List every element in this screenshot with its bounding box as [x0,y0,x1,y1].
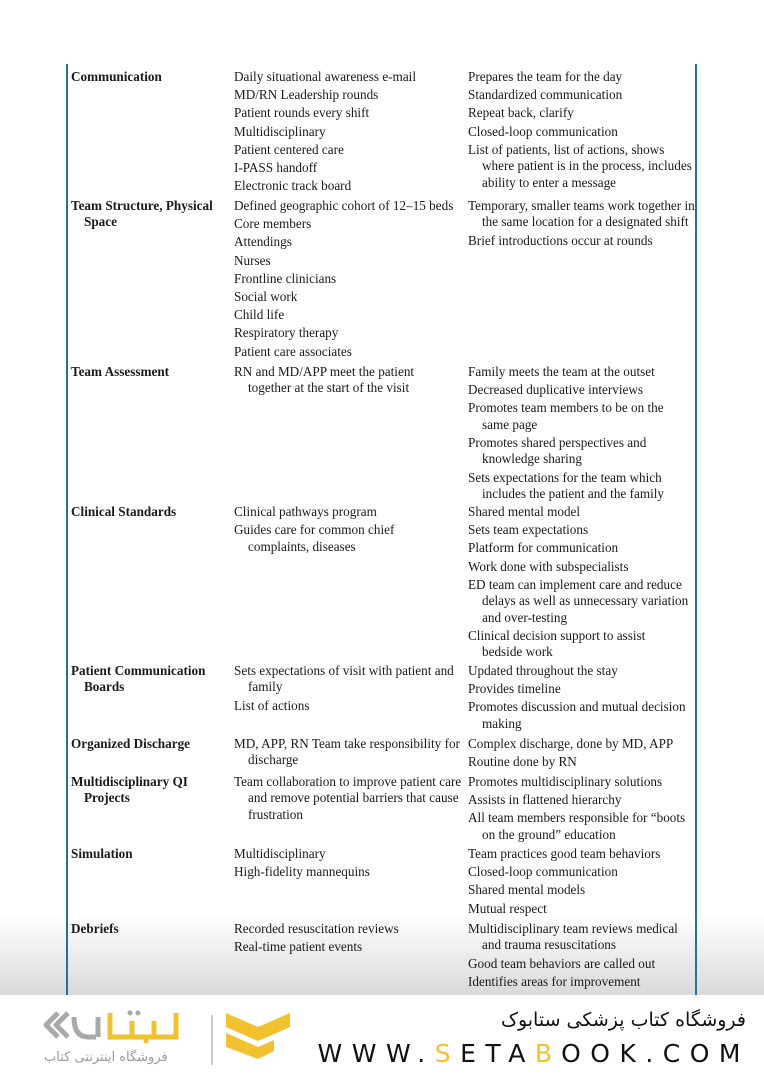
element-item: Multidisciplinary [234,123,326,139]
category-label: Team Structure, Physical Space [71,198,213,230]
outcome-item: All team members responsible for “boots on the ground” education [468,810,686,842]
category-label: Clinical Standards [71,504,177,519]
url-part: OOK.COM [561,1039,750,1068]
outcome-item: Shared mental models [468,882,586,898]
outcome-item: Temporary, smaller teams work together in the same location for a designated shift [468,198,695,230]
element-item: Real-time patient events [234,939,363,955]
outcome-item: Prepares the team for the day [468,69,623,84]
category-cell [71,774,231,807]
element-item: Nurses [234,252,271,268]
outcome-item: Closed-loop communication [468,864,618,880]
outcome-item: Family meets the team at the outset [468,364,655,379]
outcome-item: Good team behaviors are called out [468,955,656,971]
element-item: Guides care for common chief complaints, diseases [234,522,395,554]
outcome-item: Promotes discussion and mutual decision making [468,699,686,731]
category-cell [71,846,231,862]
outcomes-cell [468,736,696,772]
element-item: Child life [234,307,285,323]
element-item: Sets expectations of visit with patient and family [234,663,454,695]
category-cell [71,663,231,696]
outcomes-cell [468,504,696,662]
elements-cell [234,198,466,362]
outcome-item: Mutual respect [468,900,547,916]
store-url-link[interactable] [318,1039,750,1068]
outcome-item: Promotes shared perspectives and knowledge sharing [468,435,647,467]
outcome-item: Decreased duplicative interviews [468,382,644,398]
element-item: List of actions [234,697,310,713]
outcome-item: Updated throughout the stay [468,663,618,678]
setabook-logo [36,1007,296,1073]
outcome-item: Closed-loop communication [468,123,618,139]
outcome-item: List of patients, list of actions, shows where patient is in the process, includes ability to enter a message [468,141,692,190]
category-label: Debriefs [71,921,119,936]
category-cell [71,69,231,85]
outcome-item: Platform for communication [468,540,619,556]
element-item: Social work [234,289,298,305]
category-cell [71,198,231,231]
elements-cell [234,774,466,825]
outcomes-cell [468,921,696,992]
outcomes-cell [468,846,696,919]
elements-cell [234,504,466,557]
category-label: Multidisciplinary QI Projects [71,774,188,806]
category-label: Communication [71,69,162,84]
outcome-item: Complex discharge, done by MD, APP [468,736,674,751]
outcomes-cell [468,198,696,251]
url-accent-letter: S [434,1039,461,1068]
element-item: Team collaboration to improve patient care and remove potential barriers that cause frustration [234,774,462,822]
outcome-item: Work done with subspecialists [468,558,629,574]
element-item: Recorded resuscitation reviews [234,921,399,936]
outcome-item: ED team can implement care and reduce delays as well as unnecessary variation and over-testing [468,576,689,625]
outcome-item: Standardized communication [468,87,623,103]
element-item: High-fidelity mannequins [234,864,370,880]
element-item: Frontline clinicians [234,270,337,286]
outcome-item: Clinical decision support to assist bedside work [468,627,646,660]
logo-subtitle: فروشگاه اینترنتی کتاب [44,1050,168,1065]
element-item: MD, APP, RN Team take responsibility for discharge [234,736,460,768]
outcome-item: Provides timeline [468,681,561,697]
element-item: Attendings [234,234,292,250]
outcome-item: Promotes team members to be on the same page [468,400,664,432]
element-item: Patient care associates [234,343,352,359]
elements-cell [234,846,466,882]
element-item: MD/RN Leadership rounds [234,87,379,103]
category-cell [71,504,231,520]
outcome-item: Shared mental model [468,504,581,519]
elements-cell [234,364,466,399]
elements-cell [234,921,466,957]
elements-cell [234,736,466,771]
category-label: Simulation [71,846,133,861]
elements-cell [234,663,466,716]
element-item: Defined geographic cohort of 12–15 beds [234,198,454,213]
category-label: Organized Discharge [71,736,191,751]
category-cell [71,736,231,752]
store-footer-banner [0,995,764,1080]
url-accent-letter: B [534,1039,562,1068]
category-label: Team Assessment [71,364,170,379]
outcome-item: Sets expectations for the team which includes the patient and the family [468,469,665,502]
outcome-item: Team practices good team behaviors [468,846,661,861]
outcome-item: Sets team expectations [468,522,589,538]
outcomes-cell [468,774,696,845]
element-item: RN and MD/APP meet the patient together at the start of the visit [234,364,415,396]
element-item: Patient rounds every shift [234,105,370,121]
element-item: Patient centered care [234,141,344,157]
element-item: Electronic track board [234,178,352,194]
url-part: WWW. [317,1039,435,1068]
elements-cell [234,69,466,196]
category-cell [71,364,231,380]
store-name: فروشگاه کتاب پزشکی ستابوک [500,1009,746,1031]
outcome-item: Assists in flattened hierarchy [468,792,622,808]
outcome-item: Routine done by RN [468,754,577,770]
element-item: Daily situational awareness e-mail [234,69,416,84]
outcomes-cell [468,69,696,193]
outcome-item: Brief introductions occur at rounds [468,232,653,248]
outcome-item: Identifies areas for improvement [468,973,641,989]
element-item: Respiratory therapy [234,325,339,341]
outcomes-cell [468,663,696,734]
category-cell [71,921,231,937]
outcomes-cell [468,364,696,504]
element-item: Multidisciplinary [234,846,326,861]
outcome-item: Repeat back, clarify [468,105,574,121]
element-item: I-PASS handoff [234,160,318,176]
outcome-item: Multidisciplinary team reviews medical and trauma resuscitations [468,921,678,953]
url-part: ETA [460,1039,535,1068]
element-item: Core members [234,216,312,232]
element-item: Clinical pathways program [234,504,377,519]
outcome-item: Promotes multidisciplinary solutions [468,774,663,789]
category-label: Patient Communication Boards [71,663,206,695]
